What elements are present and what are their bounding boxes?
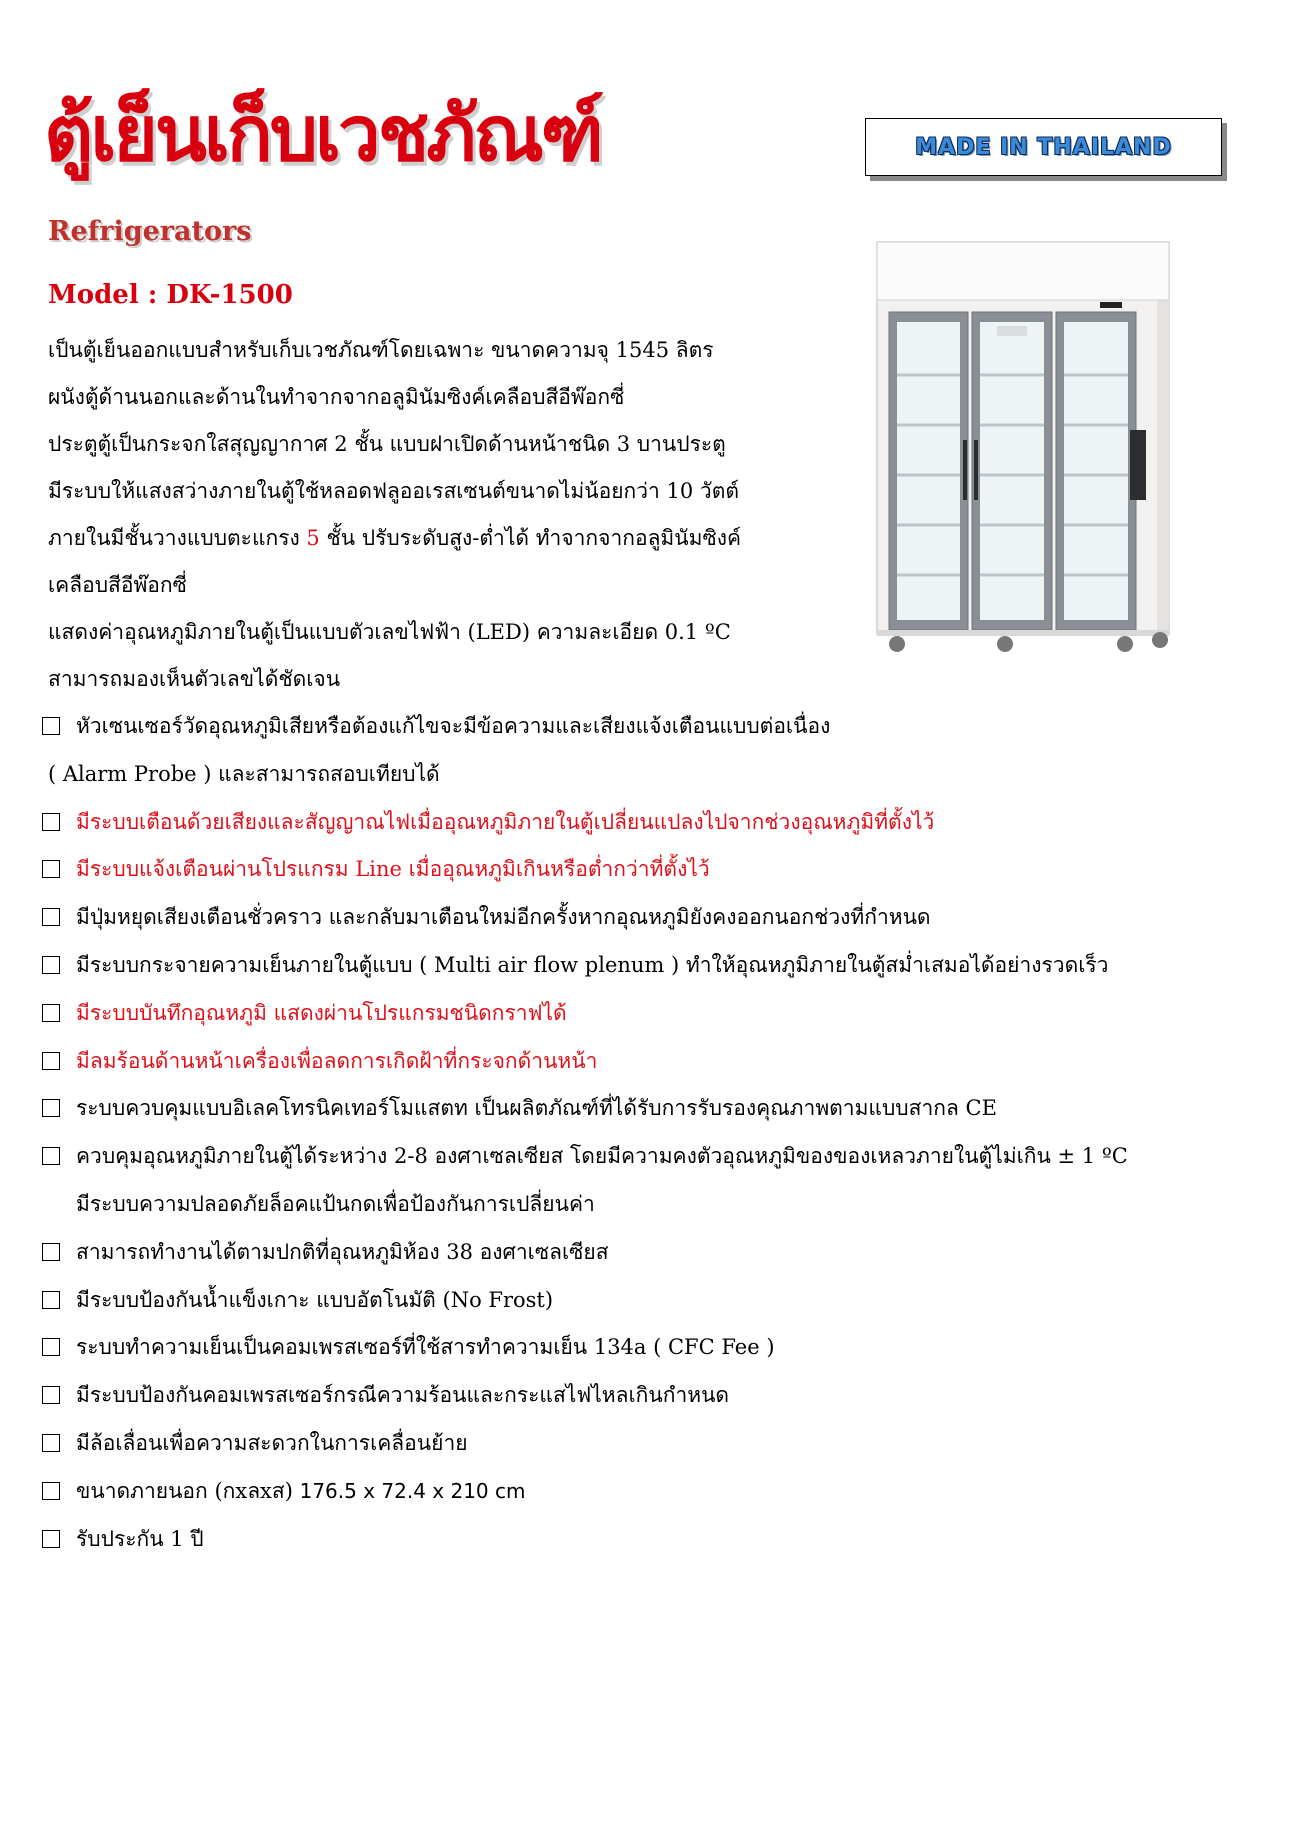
list-item (42, 1471, 1262, 1519)
checkbox-icon (42, 1386, 60, 1404)
feature-text: มีระบบกระจายความเย็นภายในตู้แบบ ( Multi air flow plenum ) ทำให้อุณหภูมิภายในตู้สม่ำเสมอได้อย่างรวดเร็ว (76, 952, 1109, 977)
refrigerator-image (875, 240, 1175, 660)
shelf-count: 5 (306, 526, 320, 550)
checkbox-icon (42, 813, 60, 831)
list-item (42, 1423, 1262, 1471)
made-in-thailand-badge (865, 118, 1222, 176)
feature-text: ระบบทำความเย็นเป็นคอมเพรสเซอร์ที่ใช้สารทำความเย็น 134a ( CFC Fee ) (76, 1335, 775, 1360)
feature-list (42, 706, 1262, 1566)
list-item (42, 1375, 1262, 1423)
checkbox-icon (42, 908, 60, 926)
subtitle: Refrigerators (48, 216, 252, 247)
feature-text: ควบคุมอุณหภูมิภายในตู้ได้ระหว่าง 2-8 องศาเซลเซียส โดยมีความคงตัวอุณหภูมิของของเหลวภายในตู้ไม่เกิน ± 1 ºC (76, 1144, 1128, 1169)
feature-text (76, 1471, 526, 1511)
description-line (48, 518, 808, 565)
checkbox-icon (42, 1434, 60, 1452)
dimension-label: ขนาดภายนอก (กxลxส) (76, 1478, 300, 1503)
description (48, 330, 808, 706)
list-item (42, 1232, 1262, 1280)
checkbox-icon (42, 1004, 60, 1022)
checkbox-icon (42, 860, 60, 878)
feature-text: มีระบบแจ้งเตือนผ่านโปรแกรม Line เมื่ออุณหภูมิเกินหรือต่ำกว่าที่ตั้งไว้ (76, 857, 710, 882)
feature-text: รับประกัน 1 ปี (76, 1526, 204, 1551)
list-item (42, 897, 1262, 945)
list-item (42, 1041, 1262, 1089)
list-item (42, 1088, 1262, 1136)
checkbox-icon (42, 717, 60, 735)
feature-text: มีระบบบันทึกอุณหภูมิ แสดงผ่านโปรแกรมชนิดกราฟได้ (76, 1000, 567, 1025)
checkbox-icon (42, 1052, 60, 1070)
checkbox-icon (42, 1291, 60, 1309)
checkbox-icon (42, 1147, 60, 1165)
checkbox-icon (42, 1530, 60, 1548)
description-line: แสดงค่าอุณหภูมิภายในตู้เป็นแบบตัวเลขไฟฟ้า (LED) ความละเอียด 0.1 ºC (48, 620, 731, 644)
model-number: Model : DK-1500 (48, 280, 293, 310)
feature-text: สามารถทำงานได้ตามปกติที่อุณหภูมิห้อง 38 องศาเซลเซียส (76, 1239, 609, 1264)
list-item (42, 993, 1262, 1041)
feature-text: มีระบบป้องกันคอมเพรสเซอร์กรณีความร้อนและกระแสไฟไหลเกินกำหนด (76, 1383, 730, 1408)
description-line: เป็นตู้เย็นออกแบบสำหรับเก็บเวชภัณฑ์โดยเฉพาะ ขนาดความจุ 1545 ลิตร (48, 338, 714, 362)
list-item (42, 1280, 1262, 1328)
description-line: ผนังตู้ด้านนอกและด้านในทำจากจากอลูมินัมซิงค์เคลือบสีอีพ๊อกซี่ (48, 385, 625, 409)
checkbox-icon (42, 956, 60, 974)
dimension-value: 176.5 x 72.4 x 210 cm (299, 1478, 526, 1503)
description-line: มีระบบให้แสงสว่างภายในตู้ใช้หลอดฟลูออเรสเซนต์ขนาดไม่น้อยกว่า 10 วัตต์ (48, 479, 739, 503)
feature-text: มีปุ่มหยุดเสียงเตือนชั่วคราว และกลับมาเตือนใหม่อีกครั้งหากอุณหภูมิยังคงออกนอกช่วงที่กำหนด (76, 905, 931, 930)
list-item (42, 945, 1262, 993)
badge-text: MADE IN THAILAND (915, 134, 1172, 160)
list-item (42, 1519, 1262, 1567)
checkbox-icon (42, 1099, 60, 1117)
list-item (42, 849, 1262, 897)
checkbox-icon (42, 1338, 60, 1356)
list-item (42, 1136, 1262, 1184)
feature-continuation: ( Alarm Probe ) และสามารถสอบเทียบได้ (48, 761, 440, 786)
feature-text: มีล้อเลื่อนเพื่อความสะดวกในการเคลื่อนย้าย (76, 1430, 468, 1455)
feature-text: มีระบบป้องกันน้ำแข็งเกาะ แบบอัตโนมัติ (No Frost) (76, 1287, 554, 1312)
description-line: เคลือบสีอีพ๊อกซี่ (48, 573, 187, 597)
list-item (42, 802, 1262, 850)
description-line: สามารถมองเห็นตัวเลขได้ชัดเจน (48, 667, 341, 691)
description-text: ภายในมีชั้นวางแบบตะแกรง (48, 526, 307, 550)
feature-text: หัวเซนเซอร์วัดอุณหภูมิเสียหรือต้องแก้ไขจะมีข้อความและเสียงแจ้งเตือนแบบต่อเนื่อง (76, 714, 831, 738)
feature-continuation: มีระบบความปลอดภัยล็อคแป้นกดเพื่อป้องกันการเปลี่ยนค่า (76, 1191, 595, 1216)
feature-text: มีลมร้อนด้านหน้าเครื่องเพื่อลดการเกิดฝ้าที่กระจกด้านหน้า (76, 1048, 598, 1073)
feature-text: ระบบควบคุมแบบอิเลคโทรนิคเทอร์โมแสตท เป็นผลิตภัณฑ์ที่ได้รับการรับรองคุณภาพตามแบบสากล CE (76, 1096, 997, 1121)
description-text: ชั้น ปรับระดับสูง-ต่ำได้ ทำจากจากอลูมินัมซิงค์ (319, 526, 742, 550)
checkbox-icon (42, 1243, 60, 1261)
list-item (42, 706, 1262, 754)
feature-text: มีระบบเตือนด้วยเสียงและสัญญาณไฟเมื่ออุณหภูมิภายในตู้เปลี่ยนแปลงไปจากช่วงอุณหภูมิที่ตั้งไว้ (76, 809, 935, 834)
list-item (42, 1327, 1262, 1375)
checkbox-icon (42, 1482, 60, 1500)
description-line: ประตูตู้เป็นกระจกใสสุญญากาศ 2 ชั้น แบบฝาเปิดด้านหน้าชนิด 3 บานประตู (48, 432, 726, 456)
page-title: ตู้เย็นเก็บเวชภัณฑ์ (44, 89, 601, 178)
